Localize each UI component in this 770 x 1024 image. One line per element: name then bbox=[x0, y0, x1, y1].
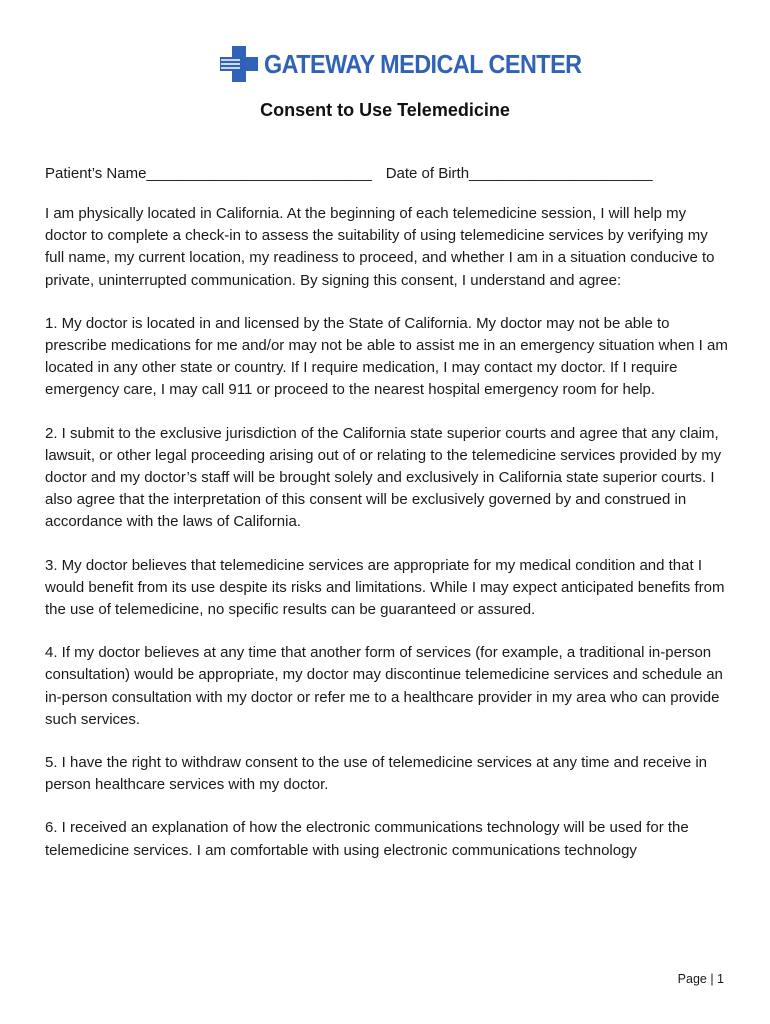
clause-3: 3. My doctor believes that telemedicine services are appropriate for my medical condition and that I would benefit from its use despite its risks and limitations. While I may expect anticipated benefits from the use of telemedicine, no specific results can be guaranteed or assured. bbox=[45, 556, 725, 619]
patient-name-field[interactable]: Patient’s Name___________________________ bbox=[45, 165, 372, 182]
logo-text: GATEWAY MEDICAL CENTER bbox=[264, 48, 582, 79]
page-number: Page | 1 bbox=[677, 972, 724, 986]
clause-1: 1. My doctor is located in and licensed by the State of California. My doctor may not be able to prescribe medications for me and/or may not be able to assist me in an emergency situation when I am located in any other state or country. If I require medication, I may contact my doctor. If I require emergency care, I may call 911 or proceed to the nearest hospital emergency room for help. bbox=[45, 314, 728, 399]
document-title: Consent to Use Telemedicine bbox=[260, 100, 510, 120]
clause-2: 2. I submit to the exclusive jurisdiction of the California state superior courts and agree that any claim, lawsuit, or other legal proceeding arising out of or relating to the telemedicine services provided by my doctor and my doctor’s staff will be brought solely and exclusively in California state superior courts. I also agree that the interpretation of this consent will be exclusively governed by and construed in accordance with the laws of California. bbox=[45, 424, 722, 531]
clause-4: 4. If my doctor believes at any time that another form of services (for example, a traditional in-person consultation) would be appropriate, my doctor may discontinue telemedicine services and schedule an in-person consultation with my doctor or refer me to a healthcare provider in my area who can provide such services. bbox=[45, 644, 723, 728]
clause-5: 5. I have the right to withdraw consent to the use of telemedicine services at any time and receive in person healthcare services with my doctor. bbox=[45, 754, 708, 794]
patient-fields bbox=[45, 165, 653, 182]
document-body bbox=[45, 203, 729, 883]
medical-cross-icon bbox=[218, 44, 260, 84]
date-of-birth-field[interactable]: Date of Birth______________________ bbox=[385, 165, 653, 182]
clause-6: 6. I received an explanation of how the electronic communications technology will be used for the telemedicine services. I am comfortable with using electronic communications technology bbox=[45, 819, 689, 859]
intro-paragraph: I am physically located in California. At the beginning of each telemedicine session, I will help my doctor to complete a check-in to assess the suitability of using telemedicine services by verifying my full name, my current location, my readiness to proceed, and whether I am in a situation conducive to private, uninterrupted communication. By signing this consent, I understand and agree: bbox=[45, 205, 715, 289]
logo bbox=[218, 44, 617, 84]
